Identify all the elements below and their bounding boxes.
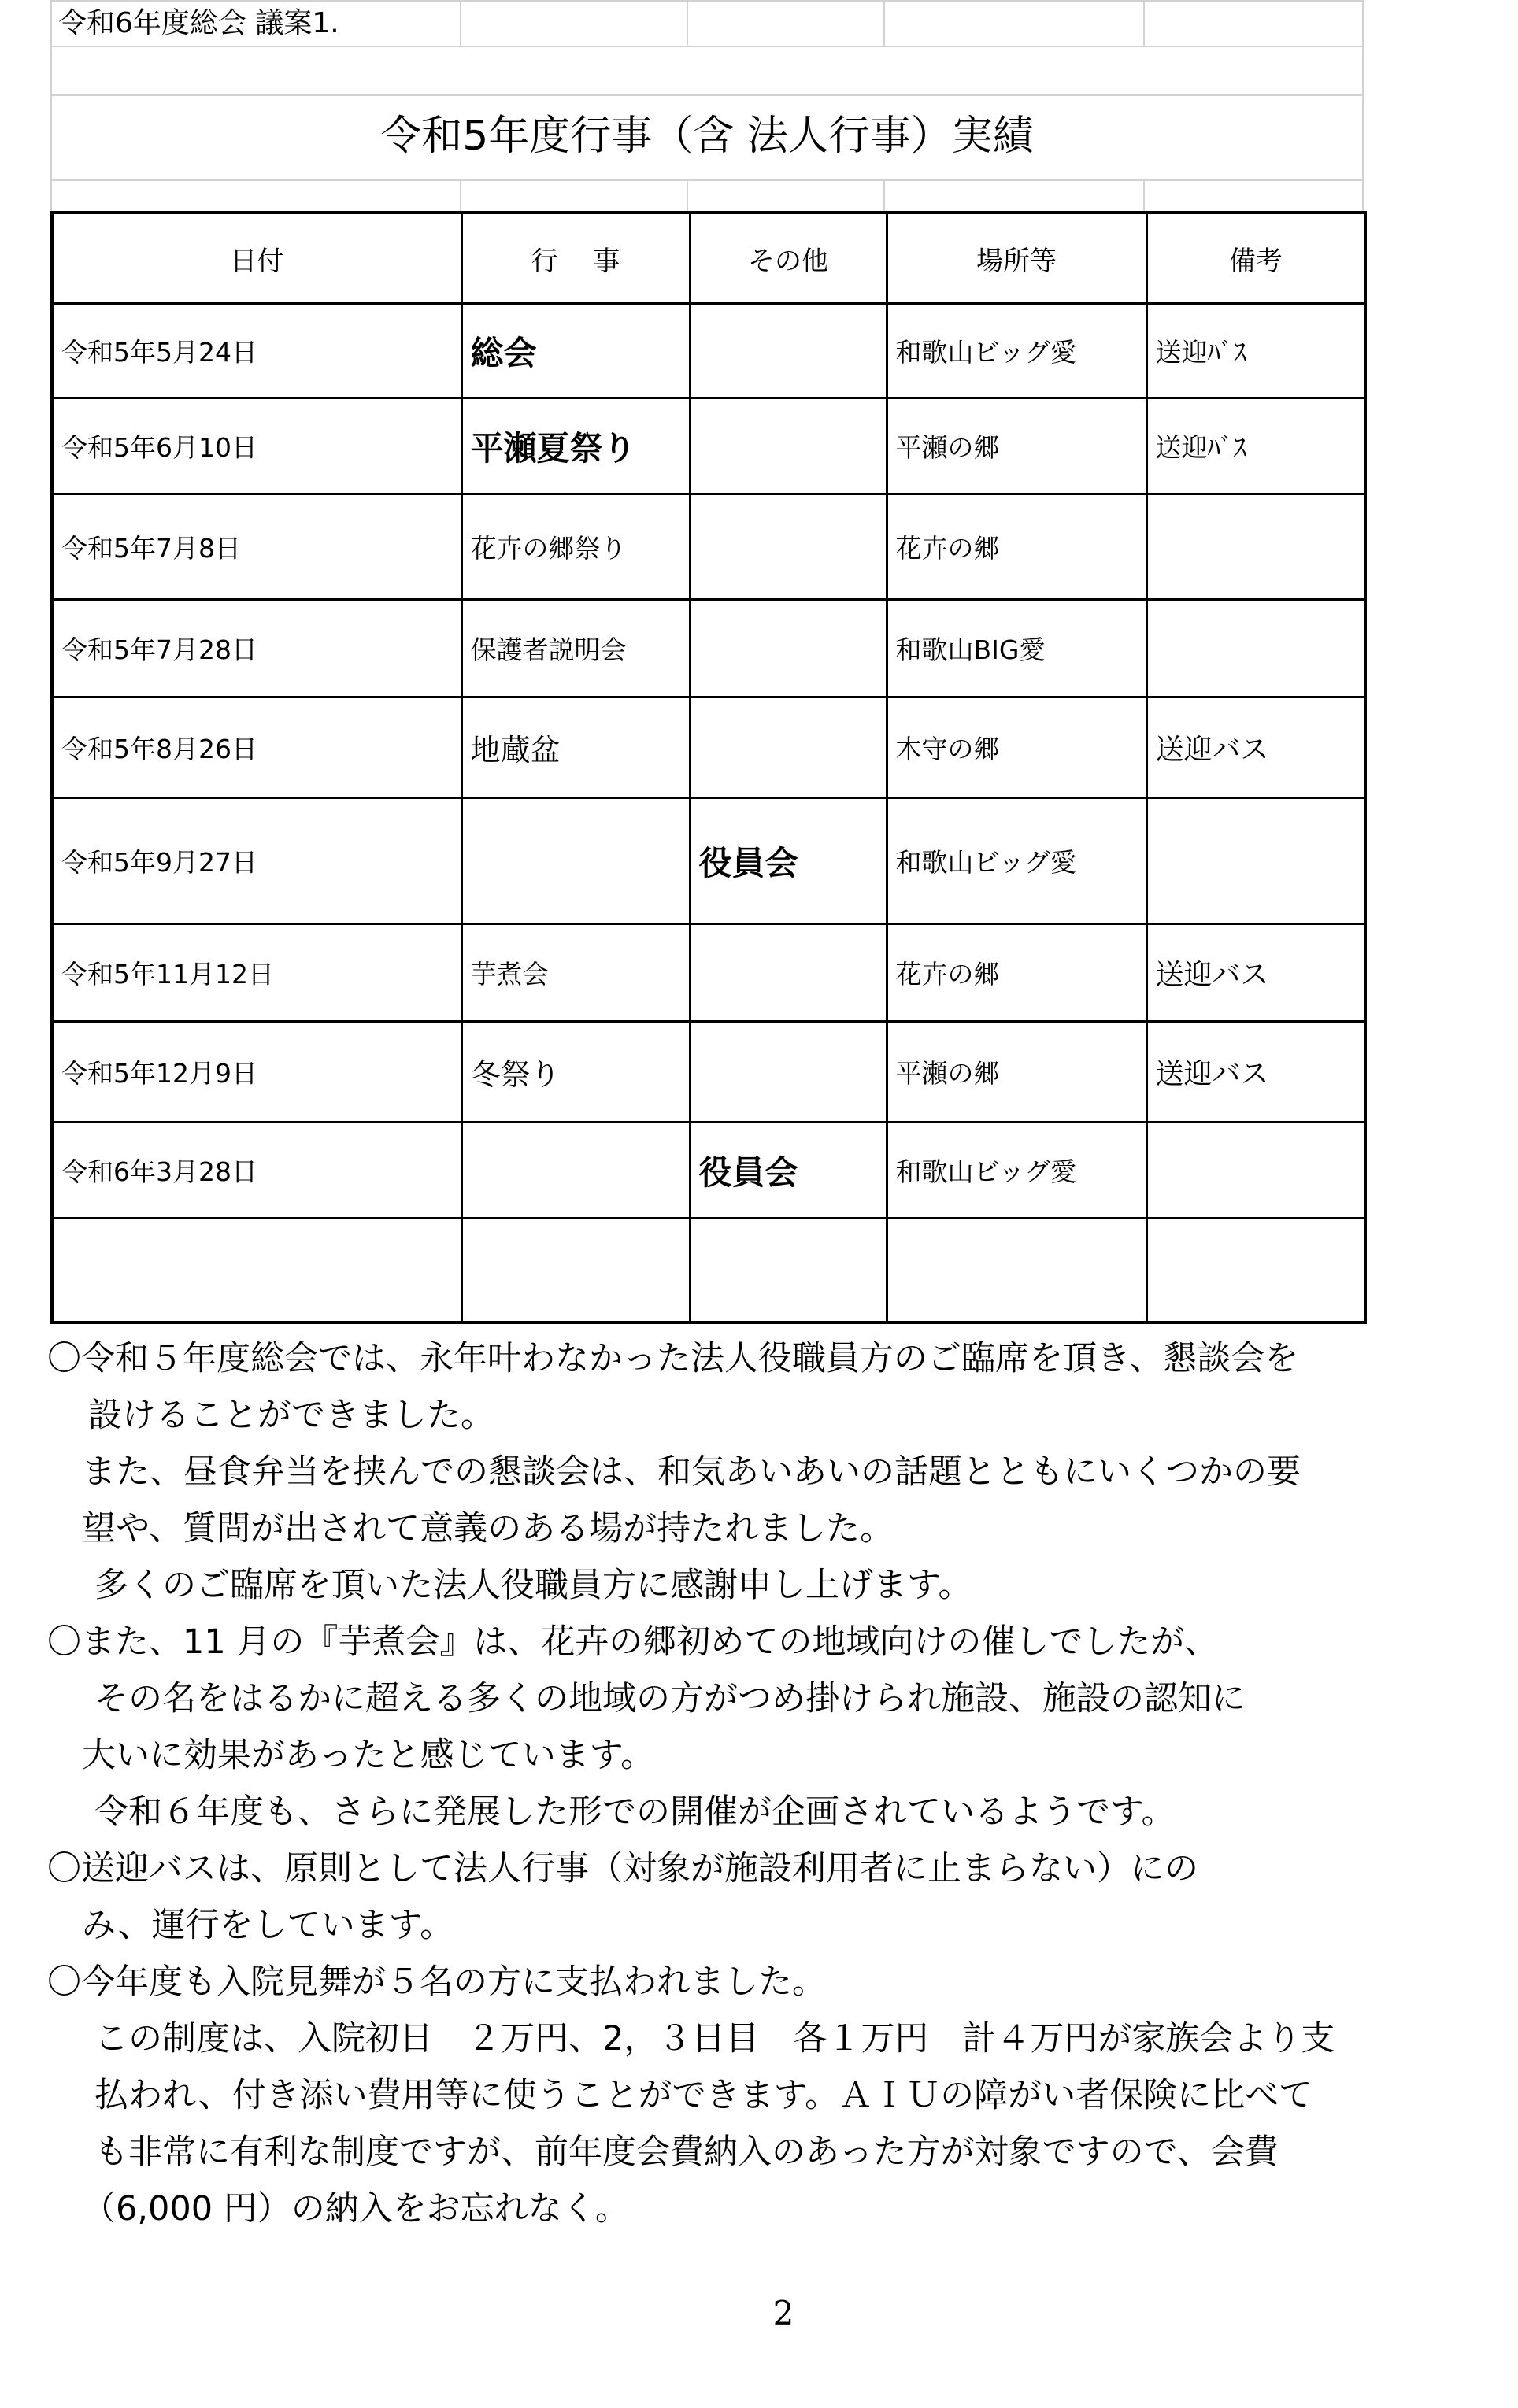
note-line: この制度は、入院初日 ２万円、2，３日目 各１万円 計４万円が家族会より支 [94,2019,1335,2058]
cell-other [690,1219,887,1322]
cell-date: 令和6年3月28日 [52,1123,461,1219]
page-title: 令和5年度行事（含 法人行事）実績 [380,113,1034,160]
cell-place: 和歌山BIG愛 [887,600,1146,697]
events-table [50,211,1367,1324]
note-line: その名をはるかに超える多くの地域の方がつめ掛けられ施設、施設の認知に [94,1679,1246,1718]
column-header-date: 日付 [52,213,461,304]
cell-event: 保護者説明会 [461,600,690,697]
cell-event: 芋煮会 [461,924,690,1022]
table-row [52,1219,1365,1322]
cell-place: 平瀬の郷 [887,398,1146,494]
table-row [52,304,1365,398]
table-row [52,798,1365,924]
cell-other [690,697,887,798]
agenda-label: 令和6年度総会 議案1. [58,7,339,39]
column-header-remarks: 備考 [1146,213,1365,304]
cell-other [690,398,887,494]
cell-event [461,798,690,924]
column-header-other: その他 [690,213,887,304]
note-line: 〇今年度も入院見舞が５名の方に支払われました。 [47,1962,826,2002]
note-line: 多くのご臨席を頂いた法人役職員方に感謝申し上げます。 [94,1566,972,1605]
table-row [52,600,1365,697]
notes-section [47,1330,1496,2237]
table-row [52,697,1365,798]
cell-place: 和歌山ビッグ愛 [887,798,1146,924]
note-line: も非常に有利な制度ですが、前年度会費納入のあった方が対象ですので、会費 [94,2132,1279,2172]
cell-other: 役員会 [690,798,887,924]
note-line: 設けることができました。 [88,1396,494,1435]
table-row [52,494,1365,600]
cell-date: 令和5年7月28日 [52,600,461,697]
cell-other [690,304,887,398]
cell-remarks: 送迎バス [1146,1022,1365,1123]
table-row [52,1123,1365,1219]
cell-date: 令和5年5月24日 [52,304,461,398]
note-line: 払われ、付き添い費用等に使うことができます。ＡＩＵの障がい者保険に比べて [94,2076,1313,2115]
cell-event [461,1219,690,1322]
cell-place: 花卉の郷 [887,494,1146,600]
cell-date: 令和5年12月9日 [52,1022,461,1123]
note-line: 令和６年度も、さらに発展した形での開催が企画されているようです。 [94,1792,1176,1832]
table-header-row [52,213,1365,304]
cell-event: 冬祭り [461,1022,690,1123]
note-line: 〇また、11 月の『芋煮会』は、花卉の郷初めての地域向けの催しでしたが、 [47,1622,1219,1662]
cell-date: 令和5年8月26日 [52,697,461,798]
cell-place: 木守の郷 [887,697,1146,798]
note-line: み、運行をしています。 [82,1906,454,1945]
cell-event [461,1123,690,1219]
column-header-event: 行 事 [461,213,690,304]
cell-remarks: 送迎バス [1146,697,1365,798]
cell-place [887,1219,1146,1322]
cell-remarks [1146,1219,1365,1322]
cell-date: 令和5年6月10日 [52,398,461,494]
note-line: 〇送迎バスは、原則として法人行事（対象が施設利用者に止まらない）にの [47,1849,1198,1888]
page-number: 2 [772,2294,794,2332]
table-row [52,1022,1365,1123]
cell-remarks [1146,600,1365,697]
cell-date: 令和5年11月12日 [52,924,461,1022]
cell-remarks: 送迎バス [1146,924,1365,1022]
note-line: 望や、質問が出されて意義のある場が持たれました。 [82,1509,894,1548]
column-header-place: 場所等 [887,213,1146,304]
cell-remarks: 送迎ﾊﾞｽ [1146,304,1365,398]
note-line: また、昼食弁当を挟んでの懇談会は、和気あいあいの話題とともにいくつかの要 [82,1452,1301,1492]
cell-place: 和歌山ビッグ愛 [887,1123,1146,1219]
cell-date: 令和5年7月8日 [52,494,461,600]
cell-date [52,1219,461,1322]
cell-event: 平瀬夏祭り [461,398,690,494]
table-row [52,398,1365,494]
note-line: 〇令和５年度総会では、永年叶わなかった法人役職員方のご臨席を頂き、懇談会を [47,1339,1299,1378]
cell-place: 花卉の郷 [887,924,1146,1022]
cell-other [690,924,887,1022]
cell-other [690,1022,887,1123]
note-line: （6,000 円）の納入をお忘れなく。 [82,2189,629,2229]
cell-event: 地蔵盆 [461,697,690,798]
cell-date: 令和5年9月27日 [52,798,461,924]
cell-event: 花卉の郷祭り [461,494,690,600]
cell-other [690,600,887,697]
cell-remarks [1146,1123,1365,1219]
cell-place: 和歌山ビッグ愛 [887,304,1146,398]
cell-remarks [1146,798,1365,924]
cell-event: 総会 [461,304,690,398]
cell-other: 役員会 [690,1123,887,1219]
cell-remarks [1146,494,1365,600]
sheet-header-strip [50,0,1364,211]
table-row [52,924,1365,1022]
cell-other [690,494,887,600]
cell-place: 平瀬の郷 [887,1022,1146,1123]
cell-remarks: 送迎ﾊﾞｽ [1146,398,1365,494]
note-line: 大いに効果があったと感じています。 [82,1736,655,1775]
